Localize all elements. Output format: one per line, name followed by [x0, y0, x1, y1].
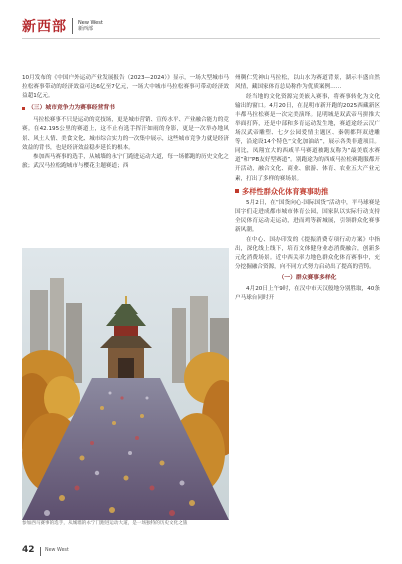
paragraph: 经当地的文化资源完美嵌入赛事，将赛事转化为文化输出的窗口。4月20日，在昆明市新开跑的2025西藏新区丰都马拉松赛是一次完美演绎。昆明城是双武帝马拼推大举面打阵，还是中部和多育运动发生地，赛道途经云汉广场汉武帝雕塑、七夕公园爱情主题区、秦朝都拜双进雕等，沿途设14个特色“文化加油站”，展示各类非遗项目。同比，凤翔宜大的西咸半马赛道被跑友称为“最美底水赛道”和“PB友好型赛道”。别跑途为的西咸马拉松赛跑服都开开活动，融合文化、商业、旅游、体育、农业五大产业元素，打出了多样的赛场景。 [235, 93, 380, 182]
paragraph: 4月20日上午9时，在汉中市天汉般地分别胜取，40条户马球台同时开 [235, 286, 380, 302]
subheading: （一）群众赛事多样化 [278, 274, 337, 281]
paragraph: 5月2日，在“国货向心·国际国货”活动中，平马球赛是国字们走进成都市城市体育公园，国家队以实际行动支持全民体育运动走运动，进而鸡等新城展，引领群众化赛事新风潮。 [235, 199, 380, 233]
logo-divider [72, 18, 73, 34]
footer-magazine-name: New West [45, 548, 69, 553]
section-heading: 多样性群众化体育赛事助推 [235, 187, 380, 196]
right-column [235, 74, 380, 304]
subheading: （三）城市竞争力为赛事经营背书 [22, 104, 229, 113]
subheading-marker-icon [22, 107, 25, 110]
marathon-photo [22, 248, 229, 520]
magazine-logo: 新西部 [22, 19, 67, 35]
footer-divider [40, 547, 41, 556]
paragraph: 参加西马赛事的选手，从城墙的永宁门跑进运动大道，每一场都跑的历史文化之旅；武汉马拉松跑城市与樱花主题赛道；西 [22, 154, 229, 170]
header-rule [22, 38, 380, 39]
page-number: 42 [22, 545, 35, 555]
paragraph: 马拉松赛事不只是运动的竞技场，更是城市营销、宣传水平、产业融合能力的竞赛。在42.195公里的赛道上，这不止有选手挥汗如雨的身影，更是一次举办地风景、风土人情、美食文化、城市综合实力的一次集中展示，这些城市竞争力就是经济效益的背书，也是经济效益稳步延长的根本。 [22, 117, 229, 151]
left-column [22, 74, 229, 172]
paragraph: 州稠仁凭神山马拉松，以山水为赛道背景，湖示丰盛自然风情，藏国家体育总局称作为优质案例…… [235, 75, 380, 91]
paragraph: 在中心、国办印发的《提振消费专项行动方案》中指出，深化线上线下，培育文体健身业态消费融合，创新多元化消费场景。近中西关率力地色群众化体育赛事中，充分挖掘融合资源，向不同方式努力启动出了提高的营铸。 [235, 236, 380, 270]
masthead [22, 14, 103, 38]
section-marker-icon [235, 189, 239, 193]
photo-caption: 参加西马赛事的选手，从城墙的永宁门跑进运动大道，是一场独特的历史文化之旅 [22, 521, 188, 526]
magazine-logo-english: New West 新西部 [78, 20, 103, 32]
paragraph: 10月发布的《中国户外运动产业发展报告（2023—2024）》显示，一场大型城市马拉松赛事带动的经济效益可达6亿至7亿元，一场大中城市马拉松赛事可带动经济效益超1亿元。 [22, 75, 229, 100]
